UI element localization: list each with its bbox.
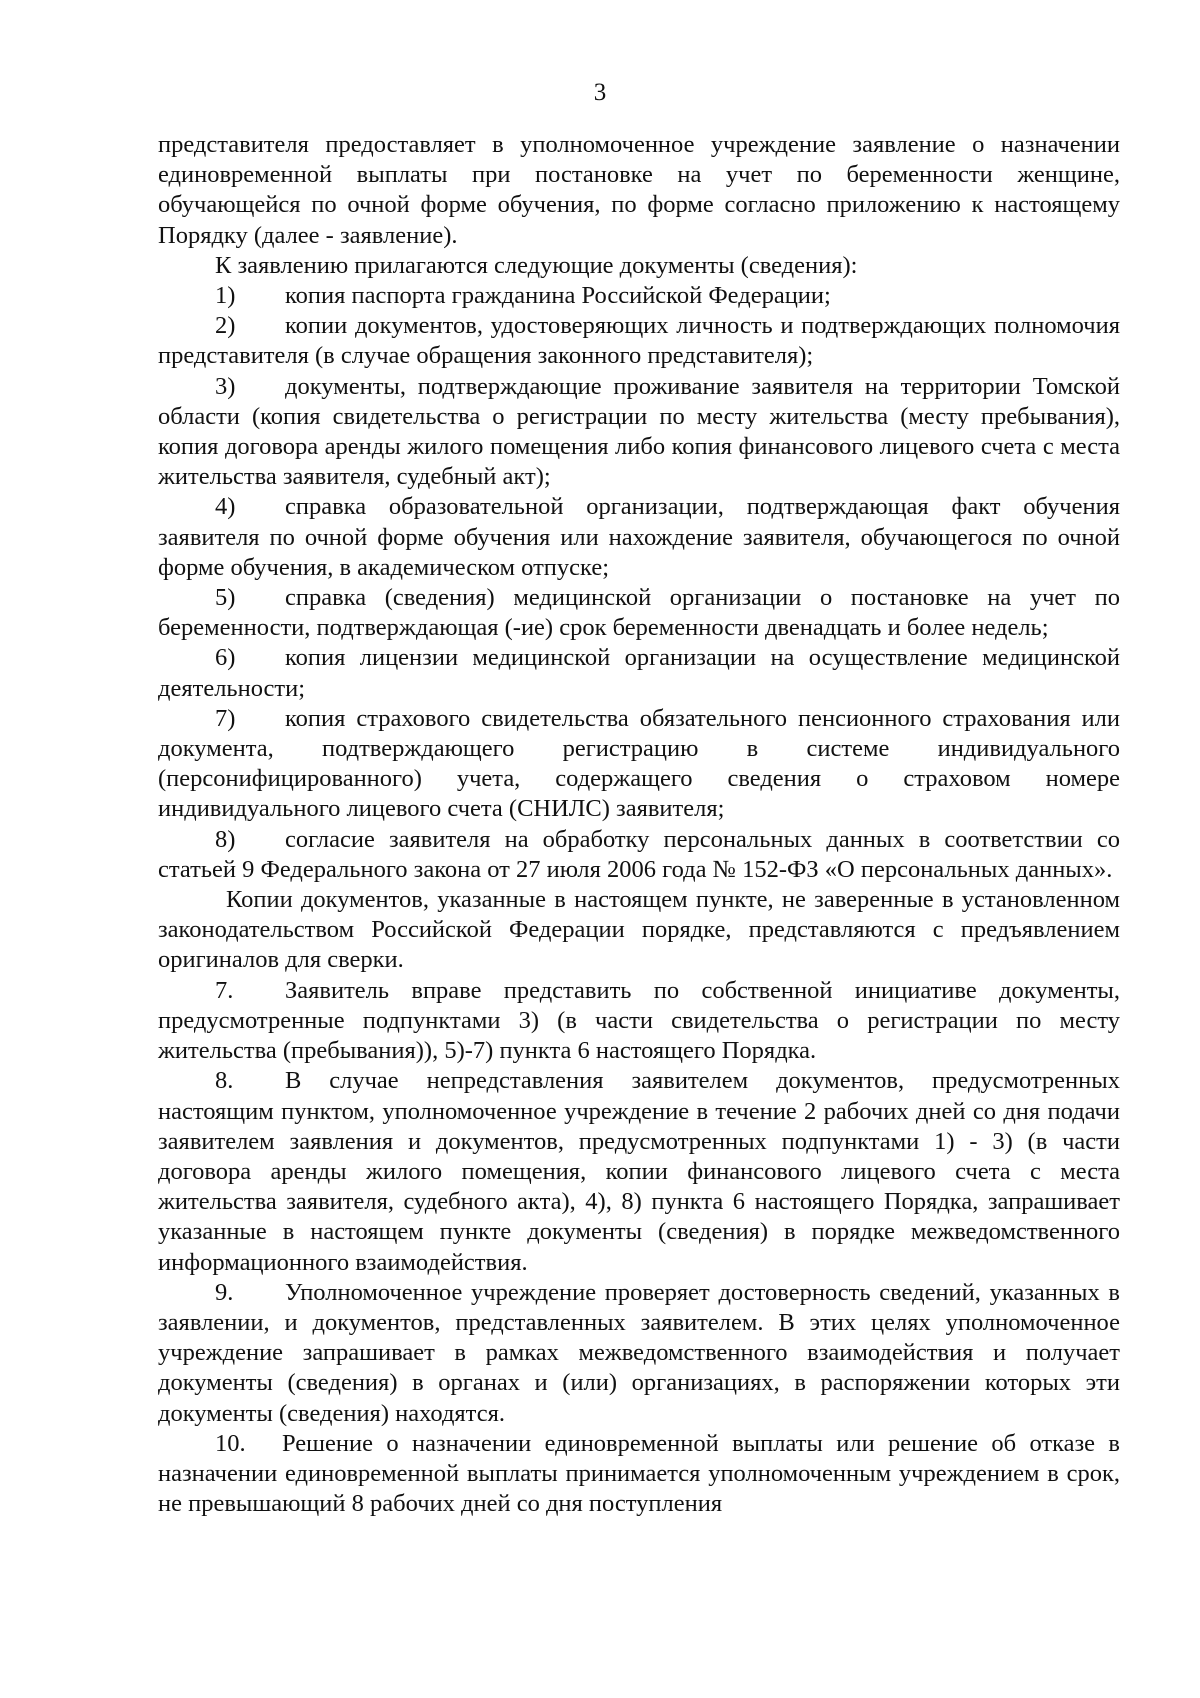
list-item-text: копия паспорта гражданина Российской Федерации;	[285, 282, 831, 310]
list-item	[158, 492, 1120, 583]
clause-8	[158, 1066, 1120, 1277]
list-item	[158, 704, 1120, 825]
clause-9	[158, 1278, 1120, 1429]
list-item-text: справка образовательной организации, подтверждающая факт обучения заявителя по очной форме обучения или нахождение заявителя, обучающегося по очной форме обучения, в академическом отпуске;	[158, 493, 1120, 581]
list-item-text: копия лицензии медицинской организации на осуществление медицинской деятельности;	[158, 644, 1120, 702]
paragraph-copies-note: Копии документов, указанные в настоящем пункте, не заверенные в установленном законодательством Российской Федерации порядке, представляются с предъявлением оригиналов для сверки.	[158, 886, 1120, 974]
list-item-number: 6)	[215, 644, 236, 672]
clause-number: 10.	[215, 1429, 246, 1457]
list-item	[158, 372, 1120, 493]
clause-number: 7.	[215, 976, 234, 1004]
list-item-text: справка (сведения) медицинской организации о постановке на учет по беременности, подтверждающая (-ие) срок беременности двенадцать и более недель;	[158, 584, 1120, 642]
list-item-number: 5)	[215, 584, 236, 612]
clause-10	[158, 1429, 1120, 1520]
list-item-number: 3)	[215, 372, 236, 400]
list-item	[158, 281, 1120, 311]
clause-text: Заявитель вправе представить по собственной инициативе документы, предусмотренные подпунктами 3) (в части свидетельства о регистрации по месту жительства (пребывания)), 5)-7) пункта 6 настоящего Порядка.	[158, 976, 1120, 1065]
list-item	[158, 311, 1120, 371]
clause-number: 8.	[215, 1067, 234, 1095]
clause-text: В случае непредставления заявителем документов, предусмотренных настоящим пунктом, уполномоченное учреждение в течение 2 рабочих дней со дня подачи заявителем заявления и документов, предусмотренных подпунктами 1) - 3) (в части договора аренды жилого помещения, копии финансового лицевого счета с места жительства заявителя, судебного акта), 4), 8) пункта 6 настоящего Порядка, запрашивает указанные в настоящем пункте документы (сведения) в порядке межведомственного информационного взаимодействия.	[158, 1067, 1120, 1276]
list-item-number: 2)	[215, 312, 236, 340]
list-item-text: документы, подтверждающие проживание заявителя на территории Томской области (копия свидетельства о регистрации по месту жительства (месту пребывания), копия договора аренды жилого помещения либо копия финансового лицевого счета с места жительства заявителя, судебный акт);	[158, 372, 1120, 491]
list-item	[158, 643, 1120, 703]
clause-7	[158, 976, 1120, 1067]
list-item	[158, 583, 1120, 643]
list-item-number: 4)	[215, 493, 236, 521]
clause-text: Уполномоченное учреждение проверяет достоверность сведений, указанных в заявлении, и документов, представленных заявителем. В этих целях уполномоченное учреждение запрашивает в рамках межведомственного взаимодействия и получает документы (сведения) в органах и (или) организациях, в распоряжении которых эти документы (сведения) находятся.	[158, 1278, 1120, 1427]
list-item-text: копия страхового свидетельства обязательного пенсионного страхования или документа, подтверждающего регистрацию в системе индивидуального (персонифицированного) учета, содержащего сведения о страховом номере индивидуального лицевого счета (СНИЛС) заявителя;	[158, 704, 1120, 823]
list-item-number: 1)	[215, 282, 236, 310]
clause-number: 9.	[215, 1278, 234, 1306]
paragraph-documents-intro: К заявлению прилагаются следующие документы (сведения):	[215, 251, 858, 279]
paragraph-continuation: представителя предоставляет в уполномоченное учреждение заявление о назначении единовременной выплаты при постановке на учет по беременности женщине, обучающейся по очной форме обучения, по форме согласно приложению к настоящему Порядку (далее - заявление).	[158, 131, 1120, 249]
list-item-number: 7)	[215, 704, 236, 732]
list-item-text: копии документов, удостоверяющих личность и подтверждающих полномочия представителя (в случае обращения законного представителя);	[158, 312, 1120, 370]
page-number: 3	[593, 79, 607, 106]
list-item-number: 8)	[215, 825, 236, 853]
list-item-text: согласие заявителя на обработку персональных данных в соответствии со статьей 9 Федерального закона от 27 июля 2006 года № 152-ФЗ «О персональных данных».	[158, 825, 1120, 883]
clause-text: Решение о назначении единовременной выплаты или решение об отказе в назначении единовременной выплаты принимается уполномоченным учреждением в срок, не превышающий 8 рабочих дней со дня поступления	[158, 1429, 1120, 1518]
list-item	[158, 825, 1120, 885]
document-body	[158, 130, 1120, 1519]
